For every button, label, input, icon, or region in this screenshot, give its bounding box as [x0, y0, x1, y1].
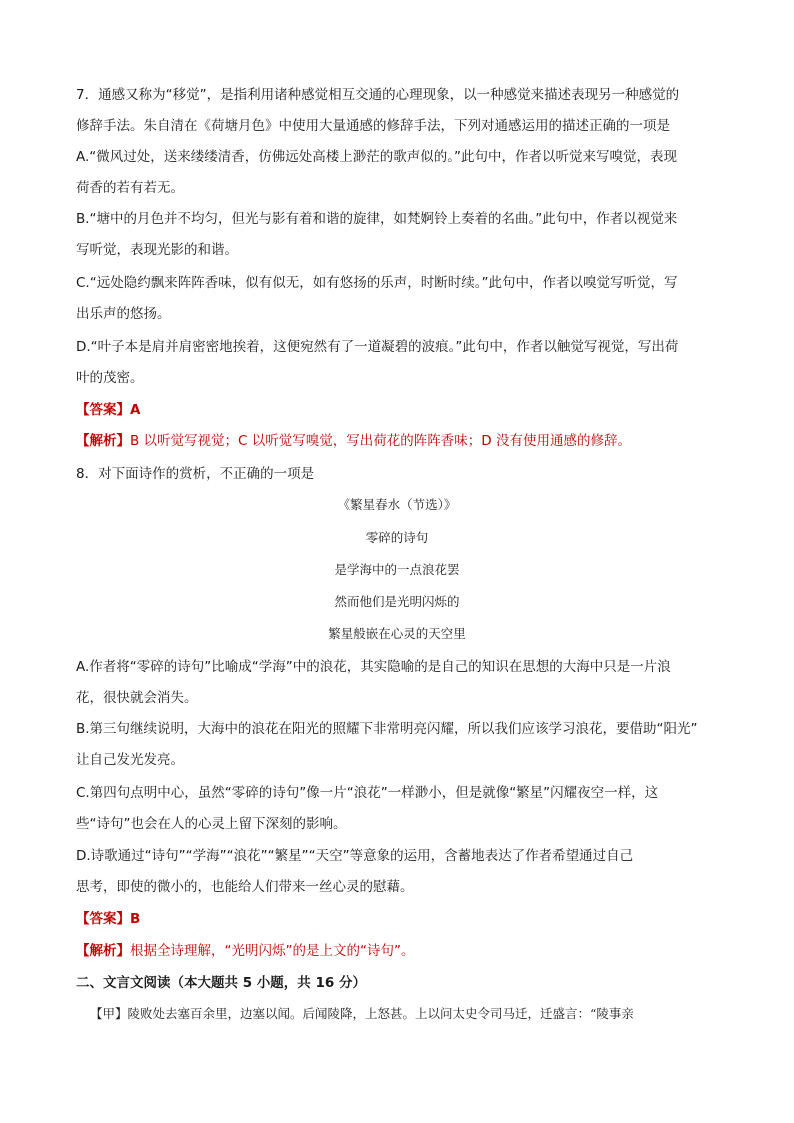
- q7-answer-value: A: [130, 402, 141, 418]
- q8-option-b-line-2: 让自己发光发亮。: [76, 752, 184, 768]
- q7-analysis-text: B 以听觉写视觉；C 以听觉写嗅觉，写出荷花的阵阵香味；D 没有使用通感的修辞。: [130, 433, 631, 449]
- section-2-paragraph-start: 【甲】陵败处去塞百余里，边塞以闻。后闻陵降，上怒甚。上以问太史令司马迁，迁盛言：“陵事亲: [90, 1006, 634, 1021]
- q8-analysis: [76, 942, 726, 960]
- q8-option-d-line-1: D.诗歌通过“诗句”“学海”“浪花”“繁星”“天空”等意象的运用，含蓄地表达了作者希望通过自己: [76, 848, 634, 864]
- q7-option-b-line-1: B.“塘中的月色并不均匀，但光与影有着和谐的旋律，如梵婀铃上奏着的名曲。”此句中，作者以视觉来: [76, 211, 678, 227]
- q7-analysis: [76, 432, 726, 450]
- q7-option-d-line-2: 叶的茂密。: [76, 370, 144, 386]
- q7-option-c-line-1: C.“远处隐约飘来阵阵香味，似有似无，如有悠扬的乐声，时断时续。”此句中，作者以嗅觉写听觉，写: [76, 275, 678, 291]
- q7-option-a-line-1: A.“微风过处，送来缕缕清香，仿佛远处高楼上渺茫的歌声似的。”此句中，作者以听觉来写嗅觉，表现: [76, 149, 678, 165]
- q8-option-a-line-1: A.作者将“零碎的诗句”比喻成“学海”中的浪花，其实隐喻的是自己的知识在思想的大海中只是一片浪: [76, 659, 671, 675]
- q7-option-a-line-2: 荷香的若有若无。: [76, 180, 184, 196]
- q7-option-b-line-2: 写听觉，表现光影的和谐。: [76, 242, 238, 258]
- q8-option-c-line-1: C.第四句点明中心，虽然“零碎的诗句”像一片“浪花”一样渺小，但是就像“繁星”闪耀夜空一样，这: [76, 785, 659, 801]
- q7-stem-line-1: 7．通感又称为“移觉”，是指利用诸种感觉相互交通的心理现象，以一种感觉来描述表现另一种感觉的: [76, 87, 680, 103]
- q8-analysis-label: 【解析】: [76, 943, 130, 959]
- q7-answer: [76, 401, 726, 419]
- section-2-heading: 二、文言文阅读（本大题共 5 小题，共 16 分）: [76, 975, 366, 991]
- q8-option-d-line-2: 思考，即使的微小的，也能给人们带来一丝心灵的慰藉。: [76, 879, 414, 895]
- poem-line-2: 是学海中的一点浪花罢: [334, 562, 460, 577]
- q8-answer-value: B: [130, 911, 141, 927]
- q8-answer: [76, 910, 726, 928]
- q7-analysis-label: 【解析】: [76, 433, 130, 449]
- q8-stem: 8．对下面诗作的赏析，不正确的一项是: [76, 466, 315, 482]
- q8-answer-label: 【答案】: [76, 911, 130, 927]
- q8-option-a-line-2: 花，很快就会消失。: [76, 690, 198, 706]
- q8-option-c-line-2: 些“诗句”也会在人的心灵上留下深刻的影响。: [76, 816, 347, 832]
- poem-title: 《繁星春水（节选）》: [337, 497, 457, 512]
- q8-option-b-line-1: B.第三句继续说明，大海中的浪花在阳光的照耀下非常明亮闪耀，所以我们应该学习浪花，要借助“阳光”: [76, 721, 698, 737]
- poem-line-1: 零碎的诗句: [365, 530, 429, 545]
- q7-stem-line-2: 修辞手法。朱自清在《荷塘月色》中使用大量通感的修辞手法，下列对通感运用的描述正确的一项是: [76, 118, 670, 134]
- q8-analysis-text: 根据全诗理解，“光明闪烁”的是上文的“诗句”。: [130, 943, 415, 959]
- q7-answer-label: 【答案】: [76, 402, 130, 418]
- poem-line-3: 然而他们是光明闪烁的: [334, 594, 460, 609]
- poem-line-4: 繁星般嵌在心灵的天空里: [328, 626, 466, 641]
- q7-option-c-line-2: 出乐声的悠扬。: [76, 306, 171, 322]
- q7-option-d-line-1: D.“叶子本是肩并肩密密地挨着，这便宛然有了一道凝碧的波痕。”此句中，作者以触觉写视觉，写出荷: [76, 339, 679, 355]
